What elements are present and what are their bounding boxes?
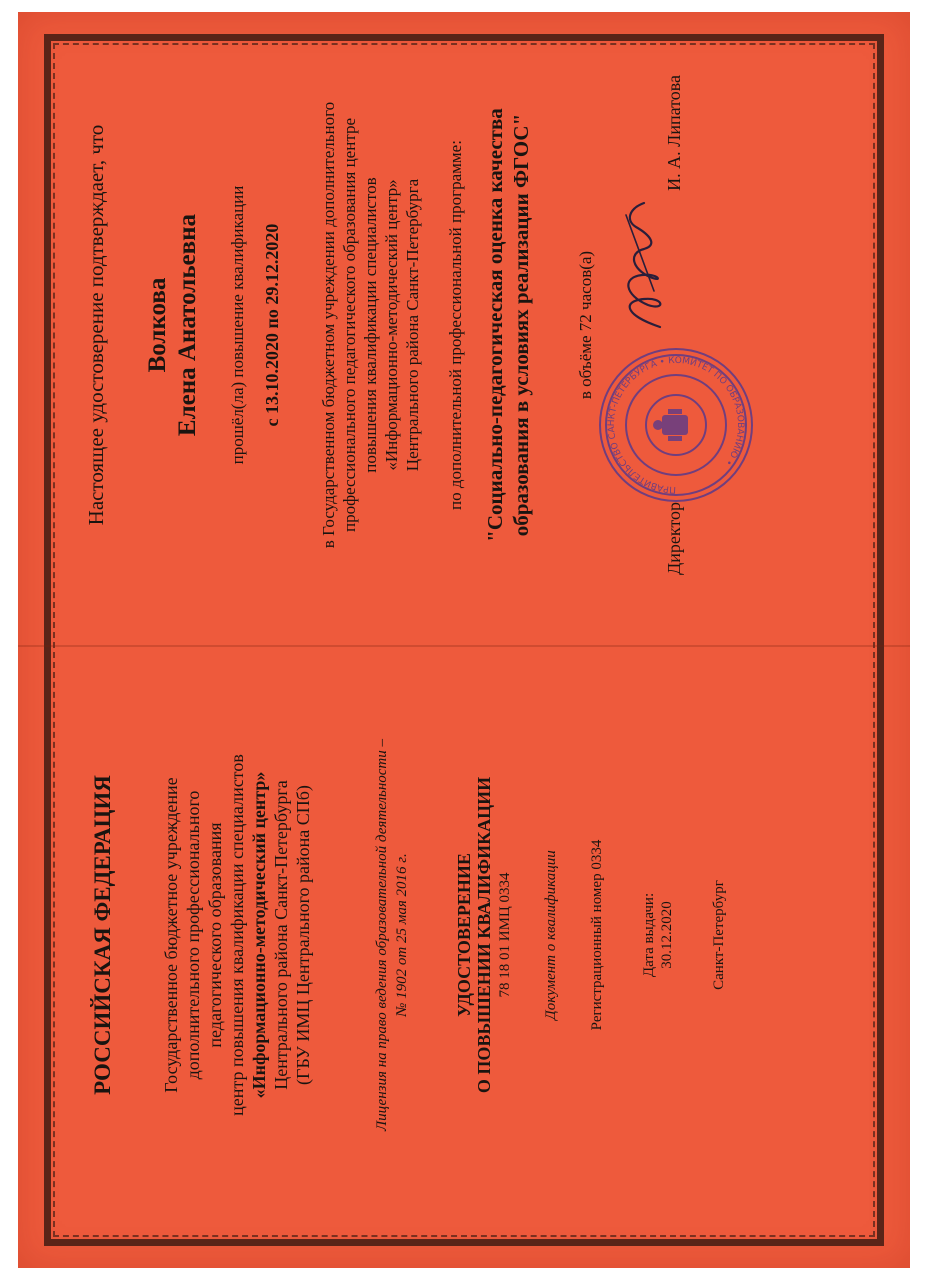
director-label: Директор [664,501,684,575]
director-name: И. А. Липатова [664,75,684,191]
coat-of-arms-icon [653,409,688,441]
issue-date-block [640,645,676,1225]
certificate-page [36,35,876,615]
institution-line: «Информационно-методический центр» [382,179,401,471]
issue-date: 30.12.2020 [659,901,675,969]
issue-city: Санкт-Петербург [711,880,727,990]
issuer-organization [160,645,314,1225]
director-signature [614,195,674,335]
license-text [372,645,412,1225]
issue-date-label: Дата выдачи: [641,892,657,978]
registration-number: Регистрационный номер 0334 [589,839,605,1031]
institution-line: в Государственном бюджетном учреждении дополнительного [319,101,338,549]
recipient-surname: Волкова [144,277,171,373]
institution-line: повышения квалификации специалистов [361,177,380,473]
license-line: № 1902 от 25 мая 2016 г. [394,853,410,1017]
cover-page [36,645,876,1225]
program-line: образования в условиях реализации ФГОС" [509,113,533,537]
license-line: Лицензия на право ведения образовательной деятельности – [374,739,390,1131]
document-kind: Документ о квалификации [543,850,559,1020]
intro-text: Настоящее удостоверение подтверждает, что [84,124,108,526]
org-line: дополнительного профессионального [183,790,203,1080]
document-title-line: О ПОВЫШЕНИИ КВАЛИФИКАЦИИ [474,776,494,1094]
program-intro: по дополнительной профессиональной программе: [446,140,465,510]
recipient-given-names: Елена Анатольевна [174,213,201,437]
program-title [482,35,534,615]
program-line: "Социально-педагогическая оценка качества [483,108,507,542]
document-number: 78 18 01 ИМЦ 0334 [497,872,513,998]
org-line: (ГБУ ИМЦ Центрального района СПб) [293,785,313,1085]
document-title [454,645,494,1225]
document-title-line: УДОСТОВЕРЕНИЕ [454,853,474,1017]
org-line: Центрального района Санкт-Петербурга [271,780,291,1090]
official-seal [596,345,756,505]
seal-ring-text: ПРАВИТЕЛЬСТВО САНКТ-ПЕТЕРБУРГА • КОМИТЕТ ПО ОБРАЗОВАНИЮ • [606,355,746,495]
institution-text [318,35,423,615]
org-line: Государственное бюджетное учреждение [161,777,181,1093]
study-period: с 13.10.2020 по 29.12.2020 [262,223,282,427]
institution-line: профессионального педагогического образования центре [340,117,359,533]
country-title: РОССИЙСКАЯ ФЕДЕРАЦИЯ [90,775,115,1095]
org-name: «Информационно-методический центр» [249,771,269,1099]
hours-text: в объёме 72 часов(а) [576,250,595,400]
passed-text: прошёл(ла) повышение квалификации [228,185,247,465]
org-line: центр повышения квалификации специалистов [227,754,247,1116]
institution-line: Центрального района Санкт-Петербурга [403,178,422,472]
org-line: педагогического образования [205,822,225,1048]
